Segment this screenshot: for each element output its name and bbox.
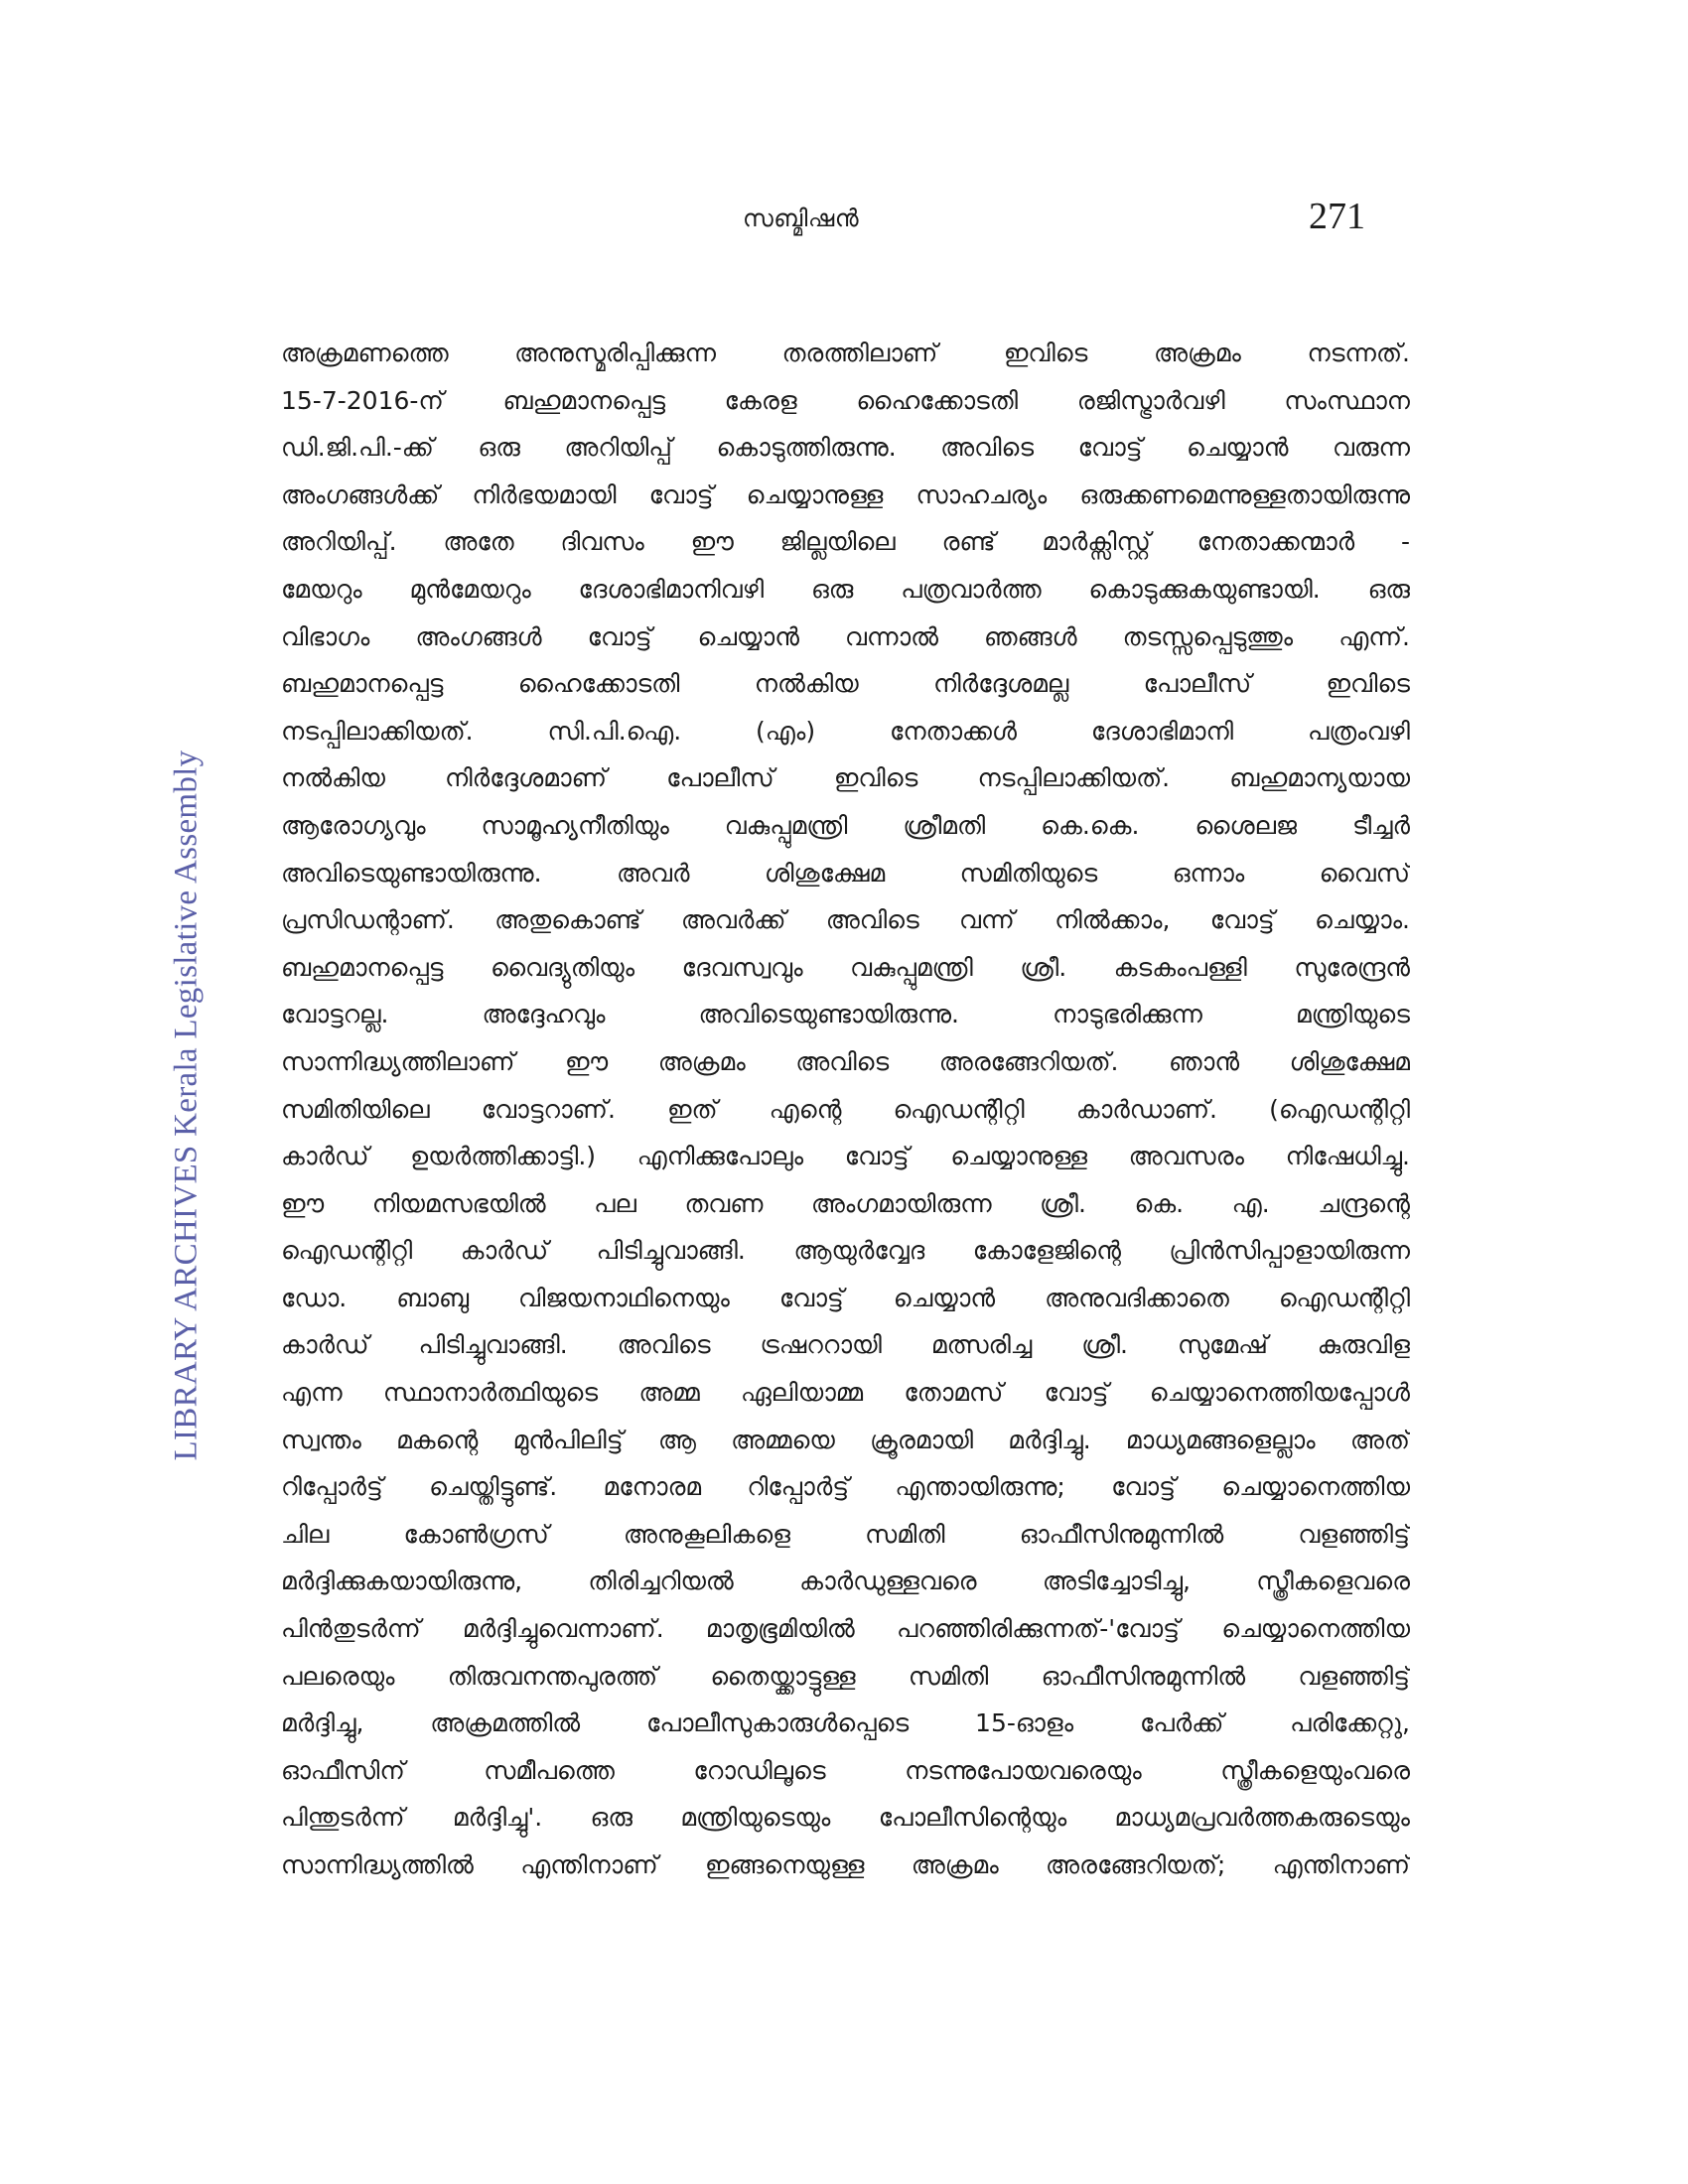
text-line: സ്വന്തം മകന്റെ മുൻപിലിട്ട് ആ അമ്മയെ ക്രൂരമായി മർദ്ദിച്ചു. മാധ്യമങ്ങളെല്ലാം അത് (281, 1425, 1410, 1454)
text-line: പിൻതുടർന്ന് മർദ്ദിച്ചുവെന്നാണ്. മാതൃഭൂമിയിൽ പറഞ്ഞിരിക്കുന്നത്-'വോട്ട് ചെയ്യാനെത്തിയ (281, 1614, 1410, 1644)
text-line: വോട്ടറല്ല. അദ്ദേഹവും അവിടെയുണ്ടായിരുന്നു. നാടുഭരിക്കുന്ന മന്ത്രിയുടെ (281, 1000, 1410, 1029)
running-header-title: സബ്മിഷൻ (743, 205, 860, 232)
text-line: പിന്തുടർന്ന് മർദ്ദിച്ചു'. ഒരു മന്ത്രിയുടെയും പോലീസിന്റെയും മാധ്യമപ്രവർത്തകരുടെയും (281, 1803, 1410, 1833)
archive-watermark: LIBRARY ARCHIVES Kerala Legislative Assembly (168, 750, 205, 1461)
text-line: ബഹുമാനപ്പെട്ട വൈദ്യുതിയും ദേവസ്വവും വകുപ്പുമന്ത്രി ശ്രീ. കടകംപള്ളി സുരേന്ദ്രൻ (281, 952, 1410, 982)
body-paragraph (281, 330, 1410, 1889)
text-line: സാന്നിദ്ധ്യത്തിൽ എന്തിനാണ് ഇങ്ങനെയുള്ള അക്രമം അരങ്ങേറിയത്; എന്തിനാണ് (281, 1850, 1410, 1879)
text-line: ഡി.ജി.പി.-ക്ക് ഒരു അറിയിപ്പ് കൊടുത്തിരുന്നു. അവിടെ വോട്ട് ചെയ്യാൻ വരുന്ന (281, 433, 1410, 463)
text-line: വിഭാഗം അംഗങ്ങൾ വോട്ട് ചെയ്യാൻ വന്നാൽ ഞങ്ങൾ തടസ്സപ്പെടുത്തും എന്ന്. (281, 621, 1410, 651)
text-line: ബഹുമാനപ്പെട്ട ഹൈക്കോടതി നൽകിയ നിർദ്ദേശമല്ല പോലീസ് ഇവിടെ (281, 669, 1410, 699)
text-line: എന്ന സ്ഥാനാർത്ഥിയുടെ അമ്മ ഏലിയാമ്മ തോമസ് വോട്ട് ചെയ്യാനെത്തിയപ്പോൾ (281, 1378, 1410, 1408)
text-line: കാർഡ് പിടിച്ചുവാങ്ങി. അവിടെ ട്രഷററായി മത്സരിച്ച ശ്രീ. സുമേഷ് കുരുവിള (281, 1330, 1410, 1360)
text-line: നടപ്പിലാക്കിയത്. സി.പി.ഐ. (എം) നേതാക്കൾ ദേശാഭിമാനി പത്രംവഴി (281, 716, 1410, 746)
text-line: അംഗങ്ങൾക്ക് നിർഭയമായി വോട്ട് ചെയ്യാനുള്ള സാഹചര്യം ഒരുക്കണമെന്നുള്ളതായിരുന്നു (281, 479, 1410, 509)
text-line: ഐഡന്റിറ്റി കാർഡ് പിടിച്ചുവാങ്ങി. ആയുർവ്വേദ കോളേജിന്റെ പ്രിൻസിപ്പാളായിരുന്ന (281, 1236, 1410, 1266)
text-line: അറിയിപ്പ്. അതേ ദിവസം ഈ ജില്ലയിലെ രണ്ട് മാർക്സിസ്റ്റ് നേതാക്കന്മാർ - (281, 527, 1410, 557)
text-line: പ്രസിഡന്റാണ്. അതുകൊണ്ട് അവർക്ക് അവിടെ വന്ന് നിൽക്കാം, വോട്ട് ചെയ്യാം. (281, 905, 1410, 935)
text-line: മർദ്ദിച്ചു, അക്രമത്തിൽ പോലീസുകാരുൾപ്പെടെ 15-ഓളം പേർക്ക് പരിക്കേറ്റു, (281, 1708, 1410, 1738)
text-line: 15-7-2016-ന് ബഹുമാനപ്പെട്ട കേരള ഹൈക്കോടതി രജിസ്ട്രാർവഴി സംസ്ഥാന (281, 385, 1410, 415)
text-line: ആരോഗ്യവും സാമൂഹ്യനീതിയും വകുപ്പുമന്ത്രി ശ്രീമതി കെ.കെ. ശൈലജ ടീച്ചർ (281, 810, 1410, 840)
text-line: പലരെയും തിരുവനന്തപുരത്ത് തൈയ്ക്കാട്ടുള്ള സമിതി ഓഫീസിനുമുന്നിൽ വളഞ്ഞിട്ട് (281, 1661, 1410, 1691)
text-line: അവിടെയുണ്ടായിരുന്നു. അവർ ശിശുക്ഷേമ സമിതിയുടെ ഒന്നാം വൈസ് (281, 858, 1410, 887)
text-line: റിപ്പോർട്ട് ചെയ്തിട്ടുണ്ട്. മനോരമ റിപ്പോർട്ട് എന്തായിരുന്നു; വോട്ട് ചെയ്യാനെത്തിയ (281, 1472, 1410, 1502)
text-line: സാന്നിദ്ധ്യത്തിലാണ് ഈ അക്രമം അവിടെ അരങ്ങേറിയത്. ഞാൻ ശിശുക്ഷേമ (281, 1046, 1410, 1076)
text-line: ചില കോൺഗ്രസ് അനുകൂലികളെ സമിതി ഓഫീസിനുമുന്നിൽ വളഞ്ഞിട്ട് (281, 1519, 1410, 1549)
text-line: കാർഡ് ഉയർത്തിക്കാട്ടി.) എനിക്കുപോലും വോട്ട് ചെയ്യാനുള്ള അവസരം നിഷേധിച്ചു. (281, 1142, 1410, 1171)
text-line: ഓഫീസിന് സമീപത്തെ റോഡിലൂടെ നടന്നുപോയവരെയും സ്ത്രീകളെയുംവരെ (281, 1755, 1410, 1785)
page-number: 271 (1309, 196, 1365, 237)
text-line: മേയറും മുൻമേയറും ദേശാഭിമാനിവഴി ഒരു പത്രവാർത്ത കൊടുക്കുകയുണ്ടായി. ഒരു (281, 574, 1410, 604)
text-line: സമിതിയിലെ വോട്ടറാണ്. ഇത് എന്റെ ഐഡന്റിറ്റി കാർഡാണ്. (ഐഡന്റിറ്റി (281, 1094, 1410, 1124)
text-line: അക്രമണത്തെ അനുസ്മരിപ്പിക്കുന്ന തരത്തിലാണ് ഇവിടെ അക്രമം നടന്നത്. (281, 339, 1410, 367)
text-line: ഡോ. ബാബു വിജയനാഥിനെയും വോട്ട് ചെയ്യാൻ അനുവദിക്കാതെ ഐഡന്റിറ്റി (281, 1283, 1410, 1312)
text-line: മർദ്ദിക്കുകയായിരുന്നു, തിരിച്ചറിയൽ കാർഡുള്ളവരെ അടിച്ചോടിച്ചു, സ്ത്രീകളെവരെ (281, 1567, 1410, 1596)
text-line: ഈ നിയമസഭയിൽ പല തവണ അംഗമായിരുന്ന ശ്രീ. കെ. എ. ചന്ദ്രന്റെ (281, 1188, 1410, 1218)
text-line: നൽകിയ നിർദ്ദേശമാണ് പോലീസ് ഇവിടെ നടപ്പിലാക്കിയത്. ബഹുമാന്യയായ (281, 763, 1410, 793)
